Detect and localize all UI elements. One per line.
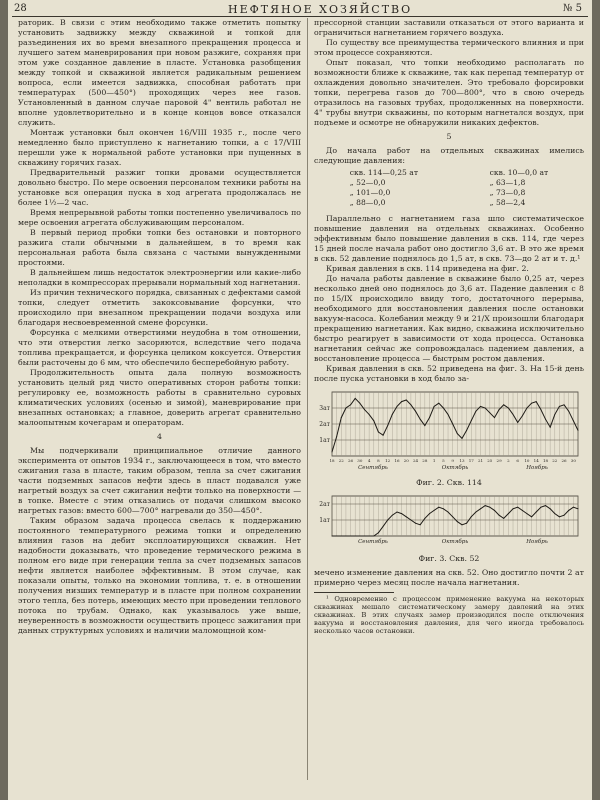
data-point: [522, 416, 523, 417]
data-point: [554, 414, 555, 415]
data-point: [457, 433, 458, 434]
x-tick-label: 6: [516, 458, 519, 463]
data-point: [434, 510, 435, 511]
data-point: [406, 400, 407, 401]
x-tick-label: 9: [451, 458, 454, 463]
month-label: Октябрь: [441, 465, 469, 471]
data-point: [387, 520, 388, 521]
data-point: [568, 510, 569, 511]
data-point: [359, 536, 360, 537]
data-point: [424, 425, 425, 426]
data-point: [420, 419, 421, 420]
pressure-entry: „ 63—1,8: [489, 178, 526, 187]
data-point: [336, 536, 337, 537]
data-point: [345, 536, 346, 537]
x-tick-label: 10: [524, 458, 530, 463]
data-point: [568, 411, 569, 412]
data-point: [424, 518, 425, 519]
paragraph: Мы подчеркивали принципиальное отличие данного эксперимента от опытов 1934 г., заключающееся в том, что вместо сжигания газа в пласте, таким образом, тепла за счет сжигания части подземных запасов нефти здесь в пласт подавался уже нагретый воздух за счет сжигания нефти только на поверхности — в топке. Вместе с этим отказались от подачи слишком высоко нагретых газов: вместо 600—700° нагревали до 350—450°.: [18, 446, 301, 515]
month-label: Октябрь: [441, 539, 469, 545]
data-point: [364, 536, 365, 537]
data-point: [369, 414, 370, 415]
data-point: [438, 507, 439, 508]
data-point: [355, 398, 356, 399]
data-point: [517, 422, 518, 423]
x-tick-label: 16: [394, 458, 400, 463]
pressure-entry: „ 73—0,8: [489, 188, 526, 197]
data-point: [401, 513, 402, 514]
data-point: [559, 406, 560, 407]
data-point: [536, 401, 537, 402]
x-tick-label: 17: [468, 458, 474, 463]
paragraph: В первый период пробки топки без остановки и повторного разжига стали обычными в дальнейшем, в то время как персональная работа была связана с частыми вынужденными простоями.: [18, 228, 301, 267]
data-point: [461, 524, 462, 525]
x-tick-label: 8: [377, 458, 380, 463]
paragraph: мечено изменение давления на скв. 52. Оно достигло почти 2 ат примерно через месяц после начала нагнетания.: [314, 568, 584, 587]
data-point: [564, 515, 565, 516]
data-point: [503, 404, 504, 405]
data-point: [461, 438, 462, 439]
x-tick-label: 12: [385, 458, 391, 463]
data-point: [457, 521, 458, 522]
data-point: [531, 516, 532, 517]
data-point: [471, 420, 472, 421]
data-point: [443, 408, 444, 409]
data-point: [332, 536, 333, 537]
figure-2-caption: Фиг. 2. Скв. 114: [416, 478, 482, 487]
data-point: [550, 427, 551, 428]
data-point: [364, 409, 365, 410]
data-point: [480, 508, 481, 509]
paragraph: Параллельно с нагнетанием газа шло систематическое повышение давления на отдельных скважинах. Особенно эффективным было повышение давления в скв. 114, где через 15 дней после начала работ оно достигло 3,6 ат. В это же время в скв. 52 давление поднялось до 1,5 ат, в скв. 73—до 2 ат и т. д.¹: [314, 214, 584, 263]
data-point: [387, 425, 388, 426]
paragraph: Время непрерывной работы топки постепенно увеличивалось по мере освоения агрегата обслуживающим персоналом.: [18, 208, 301, 227]
y-tick-label: 2ат: [319, 501, 330, 508]
data-point: [448, 512, 449, 513]
running-header: [8, 3, 592, 15]
journal-title: НЕФТЯНОЕ ХОЗЯЙСТВО: [228, 3, 413, 16]
paragraph: В дальнейшем лишь недостаток электроэнергии или какие-либо неполадки в компрессорах прерывали нормальный ход нагнетания.: [18, 268, 301, 287]
data-point: [341, 536, 342, 537]
data-point: [485, 505, 486, 506]
data-point: [420, 524, 421, 525]
month-label: Ноябрь: [526, 539, 548, 545]
month-label: Ноябрь: [526, 465, 548, 471]
data-point: [578, 508, 579, 509]
y-tick-label: 1ат: [319, 517, 330, 524]
paragraph: Из причин технического порядка, связанных с дефектами самой топки, следует отметить закоксовывание форсунки, что происходило при внезапном прекращении подачи воздуха или благодаря несвоевременной смене форсунки.: [18, 288, 301, 327]
data-point: [508, 513, 509, 514]
x-tick-label: 30: [357, 458, 363, 463]
paragraph: По существу все преимущества термического влияния и при этом процессе сохраняются.: [314, 38, 584, 57]
x-tick-label: 24: [413, 458, 419, 463]
x-tick-label: 4: [367, 458, 371, 463]
paragraph: Опыт показал, что топки необходимо располагать по возможности ближе к скважине, так как перепад температур от охлаждения довольно значителен. Это требовало форсировки топки, перегрева газов до 700—800°, что в свою очередь отразилось на газовых трубах, продолженных на поверхности. 4" трубы внутри скважины, по которым нагнетался воздух, при подъеме и осмотре не обнаружили никаких дефектов.: [314, 58, 584, 127]
pressure-list: [314, 168, 584, 208]
x-tick-label: 29: [496, 458, 502, 463]
data-point: [359, 403, 360, 404]
data-point: [489, 412, 490, 413]
paragraph: Таким образом задача процесса свелась к поддержанию постоянного температурного режима топки и определению влияния газов на дебит эксплоатирующихся скважин. Нет надобности доказывать, что проведение термического режима в полном его виде при генерации тепла за счет подземных запасов нефти является наиболее эффективным. В этом случае, как показали опыты, только на экономии топлива, т. е. в отношении получения низших температур и в пласте при полном сохранении этого тепла, без потерь, имеющих место при проведении теплового потока по трубам. Однако, как указывалось уже выше, неуверенность в возможности осуществить процесс зажигания при данных структурных условиях и наличии маломощной ком-: [18, 516, 301, 635]
data-point: [336, 436, 337, 437]
data-point: [396, 512, 397, 513]
data-point: [438, 403, 439, 404]
data-point: [373, 420, 374, 421]
data-point: [475, 411, 476, 412]
paragraph: Кривая давления в скв. 114 приведена на фиг. 2.: [326, 264, 529, 273]
data-point: [429, 513, 430, 514]
data-point: [550, 508, 551, 509]
data-point: [452, 424, 453, 425]
section-number: 5: [446, 132, 452, 141]
data-point: [513, 508, 514, 509]
x-tick-label: 28: [422, 458, 428, 463]
data-point: [355, 536, 356, 537]
data-point: [429, 417, 430, 418]
data-point: [508, 408, 509, 409]
x-tick-label: 25: [487, 458, 493, 463]
x-tick-label: 14: [533, 458, 539, 463]
paragraph: До начала работ на отдельных скважинах имелись следующие давления:: [314, 146, 584, 165]
data-point: [396, 406, 397, 407]
paragraph: прессорной станции заставили отказаться от этого варианта и ограничиться нагнетанием горячего воздуха.: [314, 18, 584, 37]
x-tick-label: 30: [570, 458, 576, 463]
data-point: [401, 401, 402, 402]
series-line: [332, 506, 578, 536]
header-rule: [12, 16, 588, 17]
data-point: [383, 435, 384, 436]
data-point: [350, 536, 351, 537]
column-divider: [307, 18, 308, 780]
y-tick-label: 3ат: [319, 405, 330, 412]
figure-3-caption: Фиг. 3. Скв. 52: [418, 554, 480, 563]
data-point: [499, 409, 500, 410]
data-point: [573, 507, 574, 508]
x-tick-label: 20: [403, 458, 409, 463]
x-tick-label: 21: [477, 458, 484, 463]
paragraph: Предварительный разжиг топки дровами осуществляется довольно быстро. По мере освоения персоналом техники работы на установке вся операция пуска в ход агрегата продолжалась не более 1½—2 час.: [18, 168, 301, 207]
pressure-entry: „ 52—0,0: [349, 178, 386, 187]
data-point: [369, 536, 370, 537]
data-point: [410, 520, 411, 521]
data-point: [489, 507, 490, 508]
data-point: [332, 452, 333, 453]
data-point: [573, 420, 574, 421]
footnote: ¹ Одновременно с процессом применение вакуума на некоторых скважинах мешало систематическому замеру давлений на этих скважинах. В этих случаях замер производился после отключения вакуума и восстановления давления, для чего иногда требовалось несколько часов остановки.: [314, 595, 584, 635]
data-point: [540, 507, 541, 508]
data-point: [383, 526, 384, 527]
month-label: Сентябрь: [358, 539, 388, 545]
right-column: [314, 18, 584, 635]
data-point: [345, 408, 346, 409]
month-label: Сентябрь: [358, 465, 388, 471]
x-tick-label: 1: [432, 458, 436, 463]
x-tick-label: 18: [542, 458, 549, 463]
page-number: 28: [14, 3, 27, 14]
x-tick-label: 5: [442, 458, 445, 463]
data-point: [494, 510, 495, 511]
data-point: [526, 513, 527, 514]
data-point: [452, 516, 453, 517]
data-point: [513, 414, 514, 415]
pressure-entry: скв. 10—0,0 ат: [489, 168, 549, 177]
x-tick-label: 18: [329, 458, 335, 463]
pressure-group-left: [350, 168, 418, 208]
pressure-entry: „ 101—0,0: [349, 188, 391, 197]
section-number: 4: [157, 432, 162, 441]
paragraph: Кривая давления в скв. 52 приведена на фиг. 3. На 15-й день после пуска установки в ход было за-: [314, 364, 584, 383]
data-point: [466, 523, 467, 524]
data-point: [448, 414, 449, 415]
chart-skv-114: [314, 388, 584, 476]
paragraph: Форсунка с мелкими отверстиями неудобна в том отношении, что эти отверстия легко засоряются, вследствие чего подача топлива прекращается, и форсунка целиком коксуется. Отверстия были расточены до 6 мм, что обеспечило бесперебойную работу.: [18, 328, 301, 367]
data-point: [485, 408, 486, 409]
data-point: [522, 510, 523, 511]
data-point: [373, 536, 374, 537]
data-point: [564, 404, 565, 405]
chart-skv-52: [314, 492, 584, 552]
x-tick-label: 13: [459, 458, 465, 463]
data-point: [350, 404, 351, 405]
x-tick-label: 2: [507, 458, 510, 463]
data-point: [517, 507, 518, 508]
data-point: [471, 516, 472, 517]
data-point: [341, 417, 342, 418]
data-point: [540, 409, 541, 410]
data-point: [378, 432, 379, 433]
pressure-entry: „ 58—2,4: [489, 198, 526, 207]
data-point: [526, 408, 527, 409]
figure-2: [314, 388, 584, 476]
series-line: [332, 398, 578, 452]
data-point: [466, 430, 467, 431]
data-point: [554, 513, 555, 514]
data-point: [545, 505, 546, 506]
footnote-rule: [314, 592, 394, 593]
data-point: [545, 419, 546, 420]
data-point: [410, 404, 411, 405]
paragraph: Монтаж установки был окончен 16/VIII 1935 г., после чего немедленно было приступлено к нагнетанию топки, а с 17/VIII перешли уже к нормальной работе установки при пущенных в скважину горячих газах.: [18, 128, 301, 167]
x-tick-label: 22: [338, 458, 344, 463]
paragraph: До начала работы давление в скважине было 0,25 ат, через несколько дней оно поднялось до 3,6 ат. Падение давления с 8 по 15/IX происходило ввиду того, достаточного перерыва, необходимого для восстановления давления после остановки вакуум-насоса. Колебания между 9 и 21/X произошли благодаря прекращению нагнетания. Как видно, скважина исключительно быстро реагирует в зависимости от хода процесса. Остановка нагнетания сейчас же сопровождалась падением давления, а восстановление процесса — быстрым ростом давления.: [314, 274, 584, 363]
journal-page: [8, 0, 592, 800]
data-point: [499, 515, 500, 516]
paragraph: Продолжительность опыта дала полную возможность установить целый ряд чисто оперативных сторон работы топки: регулировку ее, возможность работы в сравнительно суровых климатических условиях (осенью и зимой), маневрирование при внезапных остановках; а главное, доверить агрегат сравнительно малоопытным кочегарам и операторам.: [18, 368, 301, 427]
data-point: [378, 532, 379, 533]
data-point: [392, 414, 393, 415]
y-tick-label: 1ат: [319, 437, 330, 444]
data-point: [443, 508, 444, 509]
pressure-entry: „ 88—0,0: [349, 198, 386, 207]
pressure-entry: скв. 114—0,25 ат: [349, 168, 419, 177]
data-point: [536, 512, 537, 513]
issue-number: № 5: [562, 3, 582, 14]
left-column: [18, 18, 301, 636]
data-point: [475, 512, 476, 513]
x-tick-label: 22: [552, 458, 558, 463]
data-point: [480, 406, 481, 407]
data-point: [531, 403, 532, 404]
paragraph: раторик. В связи с этим необходимо также отметить попытку установить задвижку между скважиной и топкой для разъединения их во время внезапного прекращения процесса и лучшего затем маневрирования при новом разжиге, сохраняя при этом уже созданное давление в пласте. Установка разобщения между топкой и скважиной является радикальным решением вопроса, если имеется задвижка, способная работать при температурах (500—450°) проходящих через нее газов. Установленный в данном случае паровой 4" вентиль работал не вполне удовлетворительно и в конце концов вовсе отказался служить.: [18, 18, 301, 127]
plot-frame: [332, 496, 578, 536]
pressure-group-right: [490, 168, 549, 208]
y-tick-label: 2ат: [319, 421, 330, 428]
data-point: [494, 417, 495, 418]
data-point: [434, 406, 435, 407]
data-point: [559, 516, 560, 517]
data-point: [392, 515, 393, 516]
data-point: [415, 523, 416, 524]
data-point: [406, 516, 407, 517]
data-point: [415, 411, 416, 412]
x-tick-label: 26: [561, 458, 567, 463]
figure-3: [314, 492, 584, 552]
data-point: [578, 430, 579, 431]
x-tick-label: 26: [348, 458, 354, 463]
data-point: [503, 518, 504, 519]
